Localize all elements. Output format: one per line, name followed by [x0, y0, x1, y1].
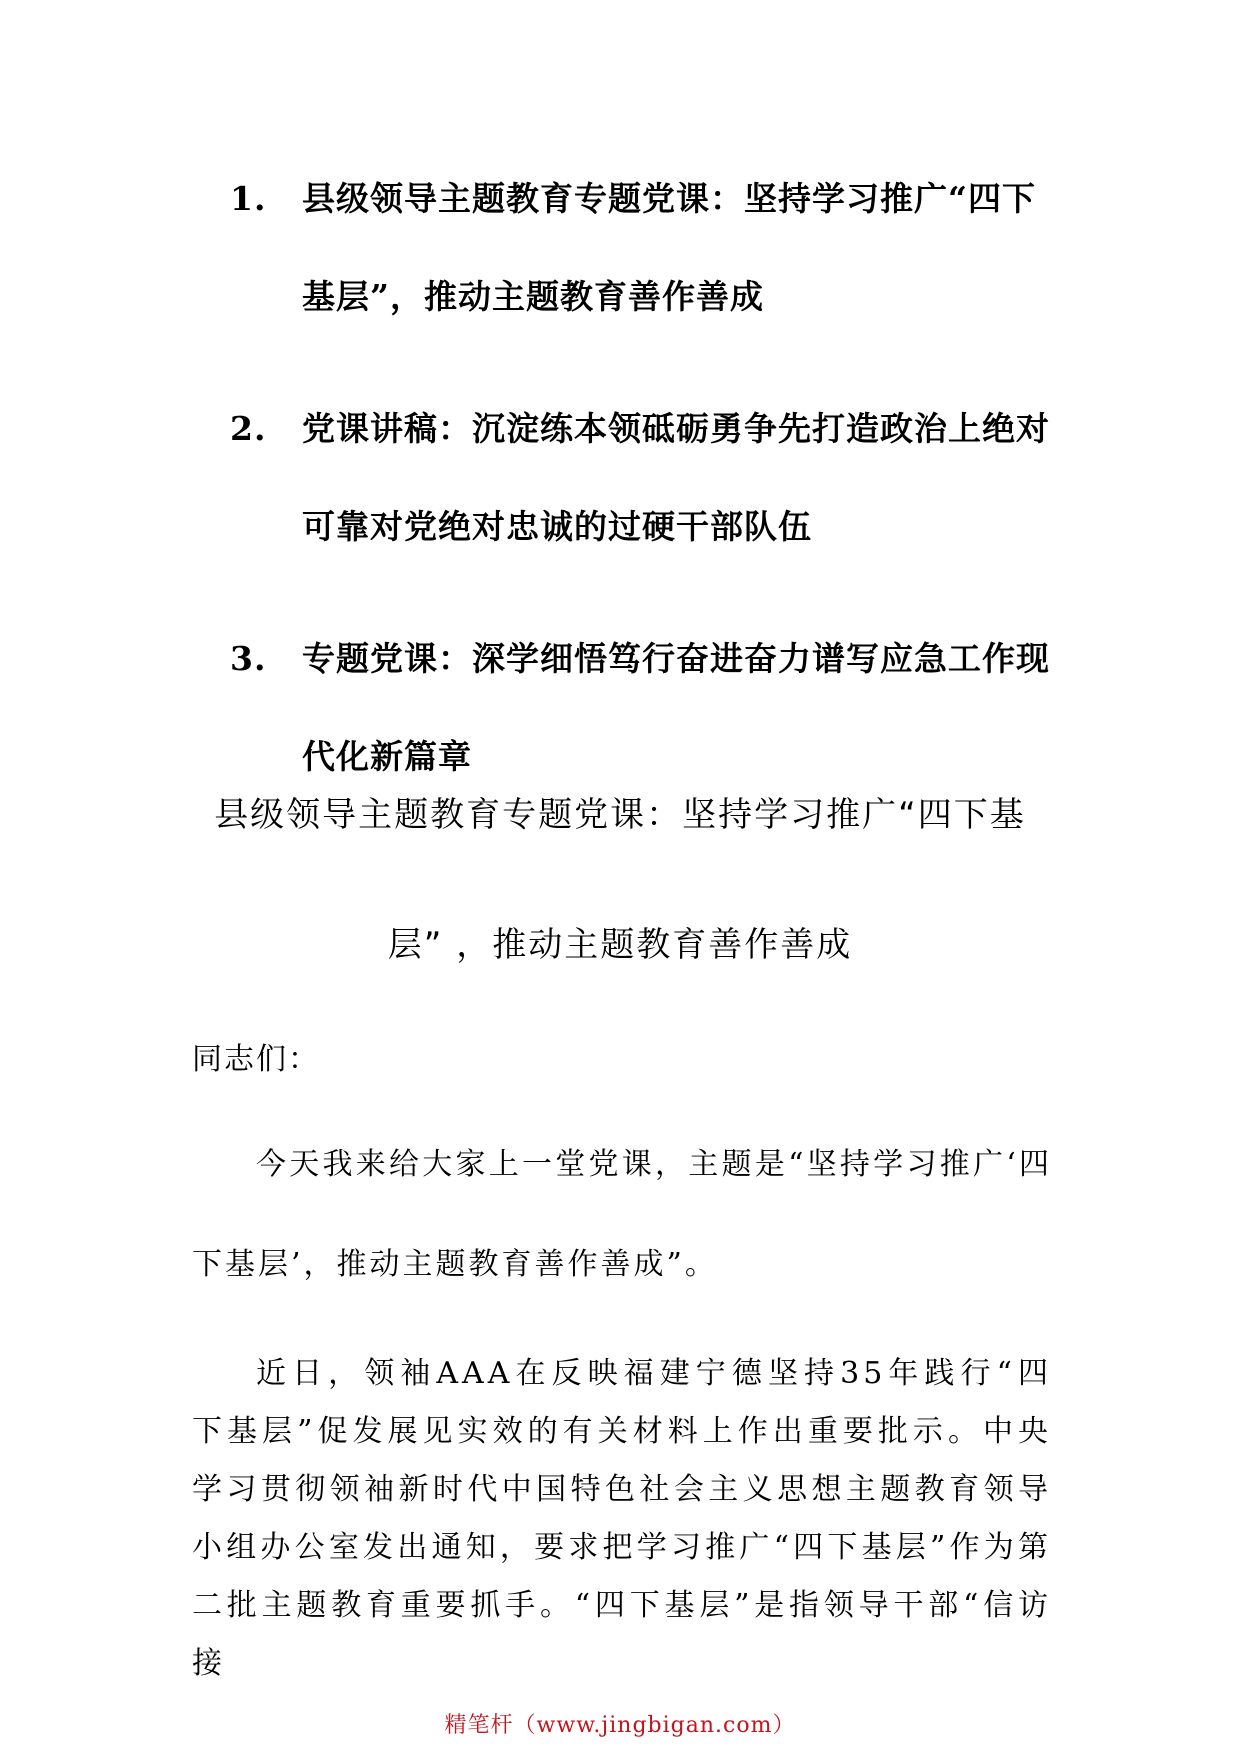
toc-item-text: 专题党课：深学细悟笃行奋进奋力谱写应急工作现代化新篇章 — [302, 639, 1050, 776]
toc-item-number: 1. — [230, 179, 267, 218]
footer-watermark[interactable]: 精笔杆（www.jingbigan.com） — [444, 1713, 796, 1738]
article-title-line-2: 层” ，推动主题教育善作善成 — [387, 925, 853, 965]
body-paragraph: 今天我来给大家上一堂党课，主题是“坚持学习推广‘四下基层’，推动主题教育善作善成”。 — [192, 1147, 1052, 1282]
toc-item[interactable] — [230, 380, 1060, 576]
toc-item-text: 县级领导主题教育专题党课：坚持学习推广“四下基层”，推动主题教育善作善成 — [302, 179, 1036, 316]
toc-item-text: 党课讲稿：沉淀练本领砥砺勇争先打造政治上绝对可靠对党绝对忠诚的过硬干部队伍 — [302, 409, 1050, 546]
toc-item[interactable] — [230, 150, 1060, 346]
article-title-line-1: 县级领导主题教育专题党课：坚持学习推广“四下基 — [214, 795, 1026, 835]
article-body — [192, 1015, 1052, 1693]
toc-item-number: 3. — [230, 639, 267, 678]
table-of-contents — [230, 150, 1060, 840]
article-title — [190, 750, 1050, 1010]
toc-item-number: 2. — [230, 409, 267, 448]
body-paragraph: 近日，领袖AAA在反映福建宁德坚持35年践行“四 下基层”促发展见实效的有关材料上作出重要批示。中央学习贯彻领袖新时代中国特色社会主义思想主题教育领导小组办公室发出通知，要求把学习推广“四下基层”作为第二批主题教育重要抓手。“四下基层”是指领导干部“信访接 — [192, 1356, 1052, 1681]
salutation: 同志们： — [192, 1042, 320, 1077]
